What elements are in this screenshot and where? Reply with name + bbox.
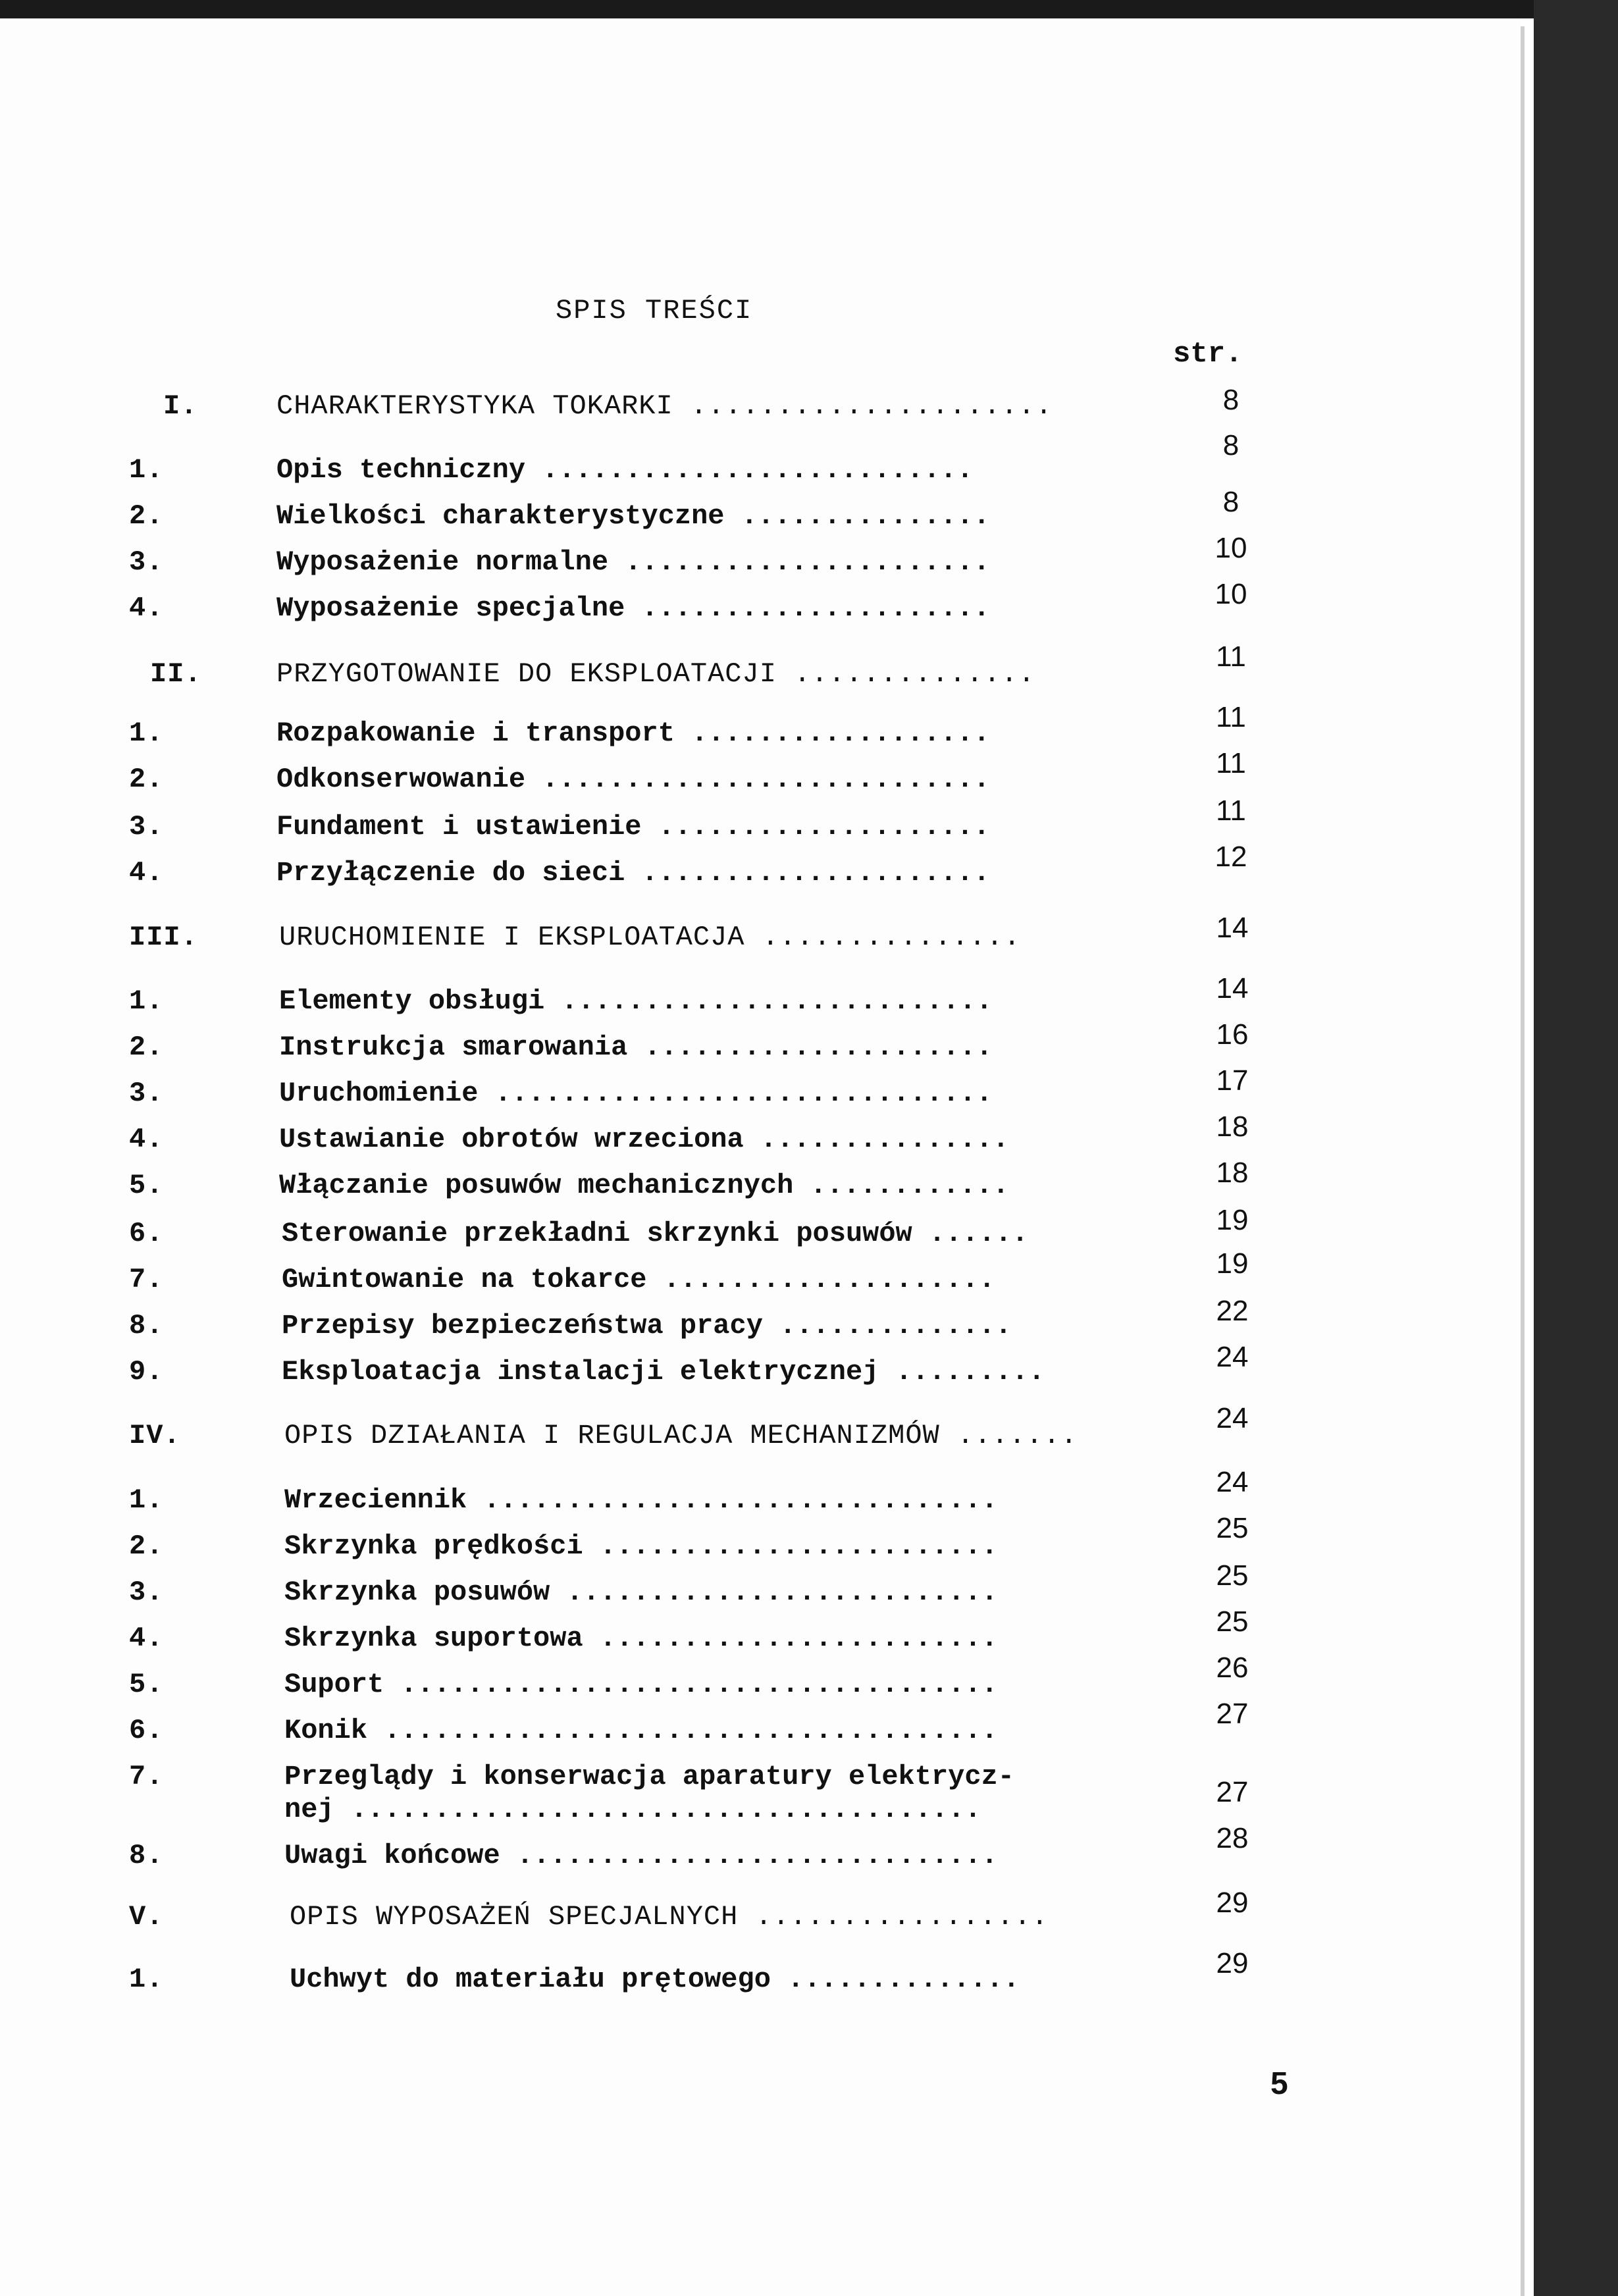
toc-page: 27 bbox=[1216, 1776, 1249, 1808]
toc-item-label: Eksploatacja instalacji elektrycznej ......... bbox=[282, 1356, 1045, 1388]
toc-num: 3. bbox=[129, 1577, 164, 1608]
toc-num: 5. bbox=[129, 1669, 164, 1700]
toc-item-label: Opis techniczny .......................... bbox=[276, 454, 974, 486]
toc-num: 1. bbox=[129, 1484, 164, 1516]
toc-item-label: Skrzynka posuwów .......................... bbox=[284, 1577, 998, 1608]
toc-page: 28 bbox=[1216, 1822, 1249, 1854]
toc-page: 11 bbox=[1216, 795, 1246, 827]
toc-num: II. bbox=[150, 658, 202, 690]
toc-section-label: OPIS DZIAŁANIA I REGULACJA MECHANIZMÓW ....... bbox=[284, 1420, 1078, 1451]
toc-num: IV. bbox=[129, 1420, 181, 1451]
toc-num: 7. bbox=[129, 1761, 164, 1792]
toc-item-label: Wielkości charakterystyczne ............... bbox=[276, 500, 990, 532]
toc-num: 6. bbox=[129, 1715, 164, 1746]
toc-page: 24 bbox=[1216, 1466, 1249, 1498]
toc-page: 16 bbox=[1216, 1018, 1249, 1051]
toc-page: 11 bbox=[1216, 747, 1246, 779]
scan-top-border bbox=[0, 0, 1618, 18]
toc-num: 2. bbox=[129, 1530, 164, 1562]
toc-num: 8. bbox=[129, 1840, 164, 1871]
toc-page: 17 bbox=[1216, 1064, 1249, 1097]
toc-num: 7. bbox=[129, 1264, 164, 1295]
toc-page: 18 bbox=[1216, 1110, 1249, 1143]
toc-page: 12 bbox=[1214, 841, 1247, 873]
toc-num: 1. bbox=[129, 1964, 164, 1995]
toc-page: 14 bbox=[1216, 972, 1249, 1004]
toc-page: 8 bbox=[1222, 486, 1240, 518]
toc-num: 3. bbox=[129, 546, 164, 578]
toc-item-label: Konik ..................................... bbox=[284, 1715, 998, 1746]
toc-item-label: Wyposażenie specjalne ..................... bbox=[276, 592, 990, 624]
toc-page: 19 bbox=[1216, 1247, 1249, 1280]
toc-num: 4. bbox=[129, 1623, 164, 1654]
toc-item-label: Uwagi końcowe ............................. bbox=[284, 1840, 998, 1871]
toc-num: 5. bbox=[129, 1170, 164, 1201]
toc-num: V. bbox=[129, 1901, 164, 1933]
toc-num: III. bbox=[129, 922, 198, 953]
toc-item-label: Skrzynka prędkości ........................ bbox=[284, 1530, 998, 1562]
toc-section-label: PRZYGOTOWANIE DO EKSPLOATACJI .............. bbox=[276, 658, 1035, 690]
toc-item-label: Włączanie posuwów mechanicznych ............ bbox=[279, 1170, 1009, 1201]
toc-page: 10 bbox=[1214, 532, 1247, 564]
toc-item-label: Uchwyt do materiału prętowego .............. bbox=[290, 1964, 1020, 1995]
toc-item-label: Gwintowanie na tokarce .................... bbox=[282, 1264, 995, 1295]
toc-num: 2. bbox=[129, 764, 164, 795]
page-edge-line bbox=[1521, 26, 1525, 2296]
toc-page: 8 bbox=[1222, 429, 1240, 461]
toc-item-label: Rozpakowanie i transport .................. bbox=[276, 718, 990, 749]
toc-item-label: Skrzynka suportowa ........................ bbox=[284, 1623, 998, 1654]
toc-num: 2. bbox=[129, 500, 164, 532]
page-title: SPIS TREŚCI bbox=[556, 295, 753, 326]
toc-page: 24 bbox=[1216, 1341, 1249, 1373]
toc-page: 8 bbox=[1222, 384, 1240, 416]
page-column-label: str. bbox=[1173, 338, 1243, 371]
toc-section-label: URUCHOMIENIE I EKSPLOATACJA ............... bbox=[279, 922, 1021, 953]
toc-page: 26 bbox=[1216, 1652, 1249, 1684]
toc-section-label: OPIS WYPOSAŻEŃ SPECJALNYCH ................. bbox=[290, 1901, 1049, 1933]
toc-item-label-continued: nej ...................................... bbox=[284, 1794, 981, 1825]
toc-page: 11 bbox=[1216, 701, 1246, 733]
toc-page: 29 bbox=[1216, 1887, 1249, 1919]
toc-num: 8. bbox=[129, 1310, 164, 1342]
toc-num: I. bbox=[163, 390, 198, 422]
toc-num: 4. bbox=[129, 1124, 164, 1155]
toc-page: 25 bbox=[1216, 1559, 1249, 1592]
toc-num: 4. bbox=[129, 857, 164, 889]
toc-page: 29 bbox=[1216, 1947, 1249, 1979]
toc-page: 18 bbox=[1216, 1157, 1249, 1189]
toc-num: 4. bbox=[129, 592, 164, 624]
toc-num: 2. bbox=[129, 1031, 164, 1063]
toc-item-label: Sterowanie przekładni skrzynki posuwów ...... bbox=[282, 1218, 1029, 1249]
toc-item-label: Odkonserwowanie ........................... bbox=[276, 764, 990, 795]
toc-num: 9. bbox=[129, 1356, 164, 1388]
toc-item-label: Przepisy bezpieczeństwa pracy .............. bbox=[282, 1310, 1012, 1342]
toc-item-label: Instrukcja smarowania ..................... bbox=[279, 1031, 993, 1063]
toc-item-label: Uruchomienie .............................. bbox=[279, 1078, 993, 1109]
toc-num: 6. bbox=[129, 1218, 164, 1249]
document-page bbox=[0, 18, 1521, 2296]
toc-num: 1. bbox=[129, 985, 164, 1017]
toc-item-label: Przeglądy i konserwacja aparatury elektrycz- bbox=[284, 1761, 1014, 1792]
toc-section-label: CHARAKTERYSTYKA TOKARKI ..................... bbox=[276, 390, 1053, 422]
toc-page: 19 bbox=[1216, 1204, 1249, 1236]
toc-item-label: Elementy obsługi .......................... bbox=[279, 985, 993, 1017]
toc-page: 27 bbox=[1216, 1698, 1249, 1730]
toc-num: 3. bbox=[129, 811, 164, 843]
toc-item-label: Wrzeciennik ............................... bbox=[284, 1484, 998, 1516]
toc-item-label: Ustawianie obrotów wrzeciona ............... bbox=[279, 1124, 1009, 1155]
page-number: 5 bbox=[1270, 2066, 1288, 2101]
toc-page: 22 bbox=[1216, 1295, 1249, 1327]
toc-page: 10 bbox=[1214, 578, 1247, 610]
toc-num: 1. bbox=[129, 718, 164, 749]
toc-page: 25 bbox=[1216, 1512, 1249, 1544]
toc-item-label: Przyłączenie do sieci ..................... bbox=[276, 857, 990, 889]
toc-page: 14 bbox=[1216, 912, 1249, 944]
toc-item-label: Wyposażenie normalne ...................... bbox=[276, 546, 990, 578]
toc-num: 3. bbox=[129, 1078, 164, 1109]
toc-page: 11 bbox=[1216, 640, 1246, 673]
toc-item-label: Suport .................................... bbox=[284, 1669, 998, 1700]
toc-num: 1. bbox=[129, 454, 164, 486]
toc-item-label: Fundament i ustawienie .................... bbox=[276, 811, 990, 843]
scan-right-border bbox=[1534, 0, 1618, 2296]
toc-page: 25 bbox=[1216, 1605, 1249, 1638]
toc-page: 24 bbox=[1216, 1402, 1249, 1434]
